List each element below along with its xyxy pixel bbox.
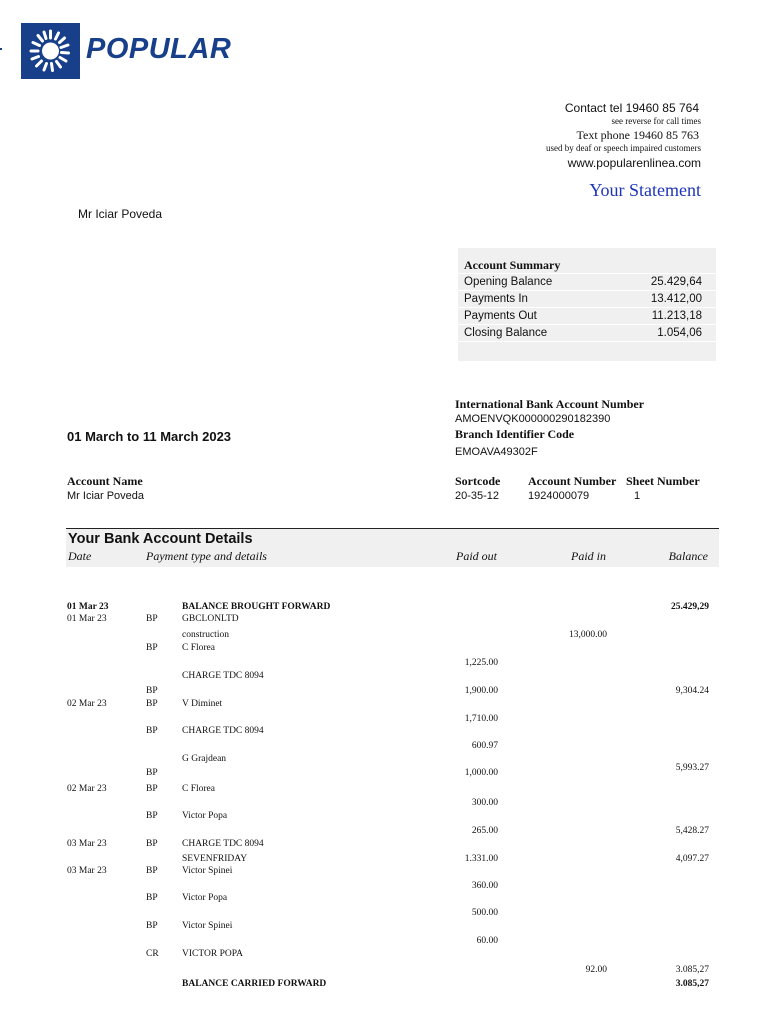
transaction-balance: 3.085,27 (675, 965, 709, 975)
statement-period: 01 March to 11 March 2023 (67, 429, 232, 444)
transaction-date: 01 Mar 23 (67, 602, 109, 612)
transaction-type: BP (146, 921, 158, 931)
transaction-balance: 25.429,29 (671, 602, 709, 612)
transaction-paid-out: 1.331.00 (464, 854, 498, 864)
transaction-description: CHARGE TDC 8094 (182, 671, 264, 681)
transaction-date: 02 Mar 23 (67, 784, 107, 794)
contact-tel: Contact tel 19460 85 764 (564, 101, 699, 115)
iban-value: AMOENVQK000000290182390 (455, 413, 611, 425)
transaction-paid-out: 265.00 (471, 826, 498, 836)
transaction-paid-out: 300.00 (471, 798, 498, 808)
contact-tel-note: see reverse for call times (611, 116, 701, 126)
account-number-value: 1924000079 (528, 490, 590, 502)
transaction-type: BP (146, 811, 158, 821)
transaction-description: GBCLONLTD (182, 614, 239, 624)
website-link[interactable]: www.popularenlinea.com (567, 156, 701, 170)
transaction-balance: 9,304.24 (675, 686, 709, 696)
bic-label: Branch Identifier Code (455, 427, 575, 441)
transaction-paid-in: 13,000.00 (569, 630, 607, 640)
summary-value: 25.429,64 (650, 276, 702, 288)
transaction-description: V Diminet (182, 699, 223, 709)
summary-label: Payments In (464, 293, 528, 305)
sortcode-label: Sortcode (455, 474, 501, 488)
account-name-value: Mr Iciar Poveda (67, 490, 145, 502)
transaction-description: Victor Spinei (182, 921, 233, 931)
summary-row-opening (458, 273, 716, 291)
transaction-paid-out: 500.00 (471, 908, 498, 918)
transaction-description: construction (182, 630, 229, 640)
transaction-date: 03 Mar 23 (67, 866, 107, 876)
transaction-paid-out: 1,225.00 (464, 658, 498, 668)
statement-title: Your Statement (589, 180, 701, 200)
transaction-description: SEVENFRIDAY (182, 854, 248, 864)
sheet-number-label: Sheet Number (626, 474, 700, 488)
transaction-paid-out: 1,710.00 (464, 714, 498, 724)
transaction-date: 02 Mar 23 (67, 699, 107, 709)
transaction-type: BP (146, 686, 158, 696)
transaction-balance: 4,097.27 (675, 854, 709, 864)
details-title: Your Bank Account Details (68, 531, 253, 547)
transaction-paid-out: 600.97 (471, 741, 498, 751)
summary-value: 1.054,06 (657, 327, 702, 339)
transaction-type: BP (146, 643, 158, 653)
summary-row-blank (458, 341, 716, 361)
column-header-paid-in: Paid in (571, 549, 606, 563)
bank-name: POPULAR (86, 33, 232, 65)
sortcode-value: 20-35-12 (455, 490, 500, 502)
transaction-type: BP (146, 699, 158, 709)
transaction-type: CR (146, 949, 159, 959)
account-name-label: Account Name (67, 474, 143, 488)
transaction-description: CHARGE TDC 8094 (182, 839, 264, 849)
column-header-payment: Payment type and details (146, 549, 267, 563)
transaction-type: BP (146, 726, 158, 736)
summary-label: Opening Balance (464, 276, 553, 288)
transaction-balance: 3.085,27 (675, 979, 709, 989)
column-header-paid-out: Paid out (456, 549, 497, 563)
transaction-date: 03 Mar 23 (67, 839, 107, 849)
transaction-type: BP (146, 893, 158, 903)
transaction-description: CHARGE TDC 8094 (182, 726, 264, 736)
summary-row-payments-out (458, 307, 716, 325)
transaction-paid-out: 60.00 (476, 936, 498, 946)
bic-value: EMOAVA49302F (455, 446, 538, 458)
transaction-description: C Florea (182, 643, 215, 653)
summary-row-closing (458, 324, 716, 342)
transaction-date: 01 Mar 23 (67, 614, 107, 624)
column-header-date: Date (68, 549, 92, 563)
transaction-description: Victor Popa (182, 893, 228, 903)
sheet-number-value: 1 (634, 490, 641, 502)
transaction-paid-out: 360.00 (471, 881, 498, 891)
transaction-description: Victor Spinei (182, 866, 233, 876)
account-number-label: Account Number (528, 474, 617, 488)
summary-row-payments-in (458, 290, 716, 308)
transaction-balance: 5,993.27 (675, 763, 709, 773)
transaction-description: G Grajdean (182, 754, 227, 764)
account-summary-panel (458, 248, 716, 361)
contact-text-phone: Text phone 19460 85 763 (576, 128, 699, 142)
contact-text-note: used by deaf or speech impaired customers (546, 143, 701, 153)
bank-logo-icon (21, 23, 80, 79)
transaction-description: VICTOR POPA (182, 949, 243, 959)
transaction-type: BP (146, 866, 158, 876)
transaction-description: C Florea (182, 784, 215, 794)
customer-name: Mr Iciar Poveda (78, 207, 163, 221)
iban-label: International Bank Account Number (455, 397, 645, 411)
transaction-paid-out: 1,000.00 (464, 768, 498, 778)
transaction-paid-in: 92.00 (585, 965, 607, 975)
transaction-paid-out: 1,900.00 (464, 686, 498, 696)
transaction-balance: 5,428.27 (675, 826, 709, 836)
transaction-description: BALANCE BROUGHT FORWARD (182, 602, 331, 612)
summary-value: 13.412,00 (650, 293, 702, 305)
summary-title: Account Summary (464, 258, 561, 272)
column-header-balance: Balance (668, 549, 708, 563)
summary-value: 11.213,18 (651, 310, 702, 322)
transaction-type: BP (146, 614, 158, 624)
transaction-type: BP (146, 768, 158, 778)
edge-mark (0, 48, 2, 50)
transaction-type: BP (146, 839, 158, 849)
transaction-description: BALANCE CARRIED FORWARD (182, 979, 327, 989)
summary-label: Closing Balance (464, 327, 548, 339)
transaction-description: Victor Popa (182, 811, 228, 821)
transaction-type: BP (146, 784, 158, 794)
summary-label: Payments Out (464, 310, 537, 322)
